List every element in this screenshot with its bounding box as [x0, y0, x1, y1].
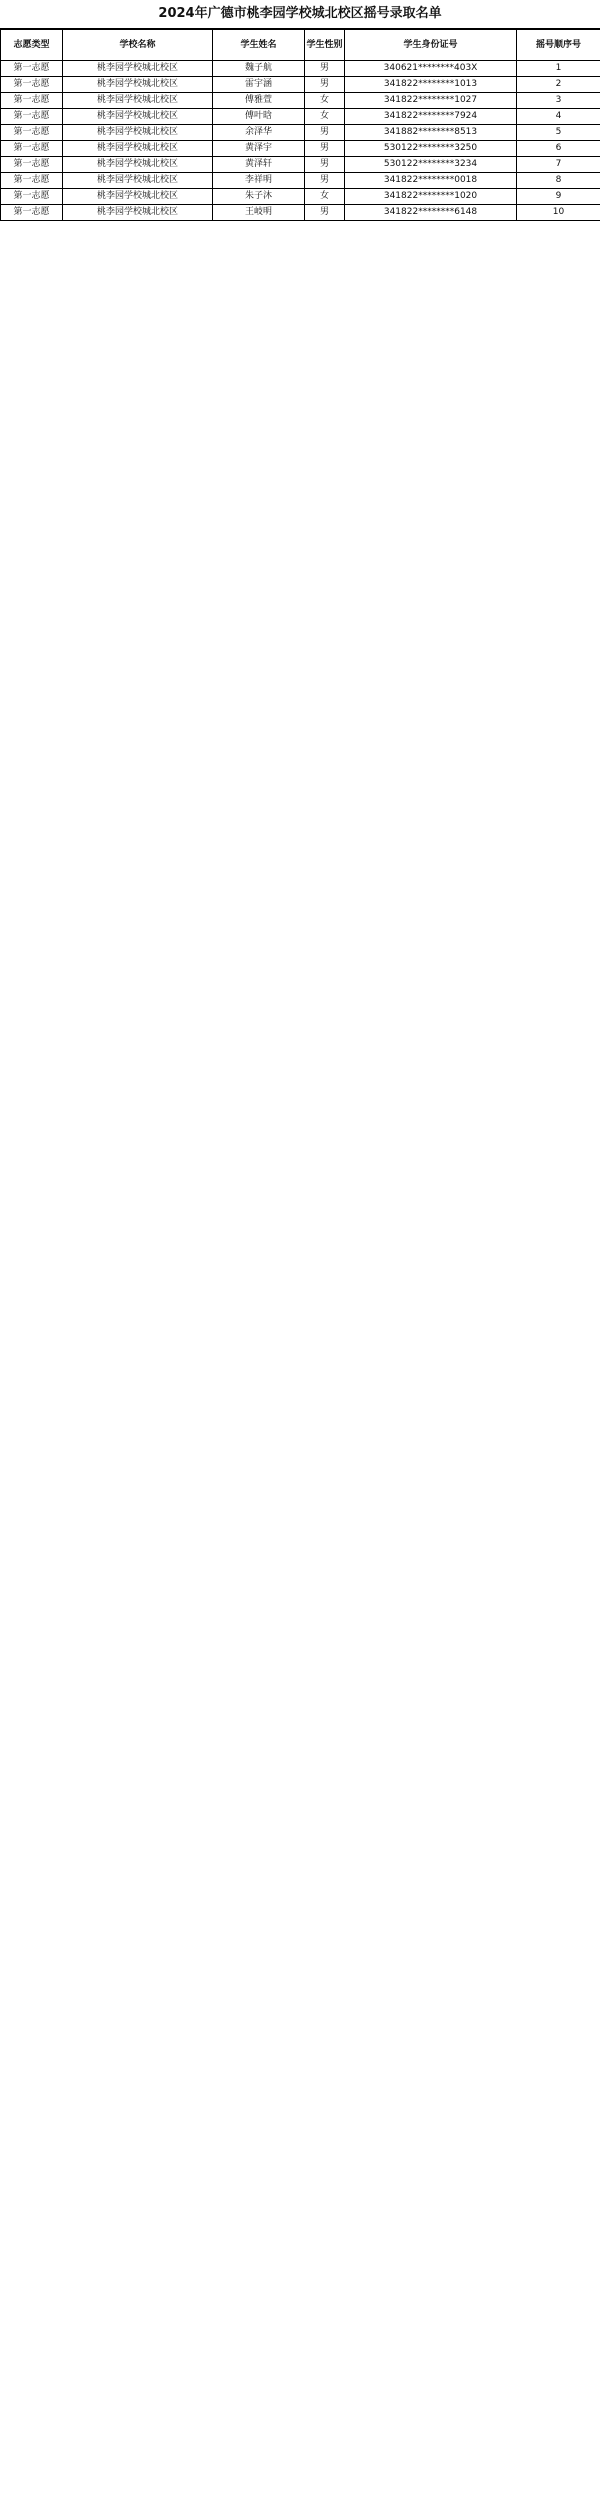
cell-lottery-order: 3 — [517, 93, 600, 109]
table-row — [1, 93, 600, 109]
cell-student-id: 530122********3250 — [345, 141, 517, 157]
cell-volunteer-type: 第一志愿 — [1, 93, 63, 109]
cell-student-name: 魏子航 — [213, 61, 305, 77]
cell-student-gender: 男 — [305, 141, 345, 157]
table-row — [1, 61, 600, 77]
cell-lottery-order: 6 — [517, 141, 600, 157]
cell-student-gender: 女 — [305, 189, 345, 205]
cell-student-name: 雷宇涵 — [213, 77, 305, 93]
cell-volunteer-type: 第一志愿 — [1, 157, 63, 173]
cell-school-name: 桃李园学校城北校区 — [63, 109, 213, 125]
table-body — [1, 61, 600, 221]
cell-lottery-order: 5 — [517, 125, 600, 141]
cell-lottery-order: 7 — [517, 157, 600, 173]
cell-school-name: 桃李园学校城北校区 — [63, 189, 213, 205]
cell-school-name: 桃李园学校城北校区 — [63, 205, 213, 221]
cell-student-gender: 男 — [305, 173, 345, 189]
cell-school-name: 桃李园学校城北校区 — [63, 157, 213, 173]
cell-student-name: 王岐明 — [213, 205, 305, 221]
table-row — [1, 125, 600, 141]
cell-volunteer-type: 第一志愿 — [1, 61, 63, 77]
header-student-gender: 学生性别 — [305, 30, 345, 61]
cell-school-name: 桃李园学校城北校区 — [63, 77, 213, 93]
cell-lottery-order: 9 — [517, 189, 600, 205]
cell-student-id: 341822********1020 — [345, 189, 517, 205]
cell-lottery-order: 1 — [517, 61, 600, 77]
cell-student-id: 530122********3234 — [345, 157, 517, 173]
cell-school-name: 桃李园学校城北校区 — [63, 61, 213, 77]
cell-student-name: 黄泽轩 — [213, 157, 305, 173]
cell-volunteer-type: 第一志愿 — [1, 205, 63, 221]
table-header-row — [1, 30, 600, 61]
cell-student-gender: 男 — [305, 77, 345, 93]
cell-student-id: 341822********7924 — [345, 109, 517, 125]
cell-student-gender: 女 — [305, 109, 345, 125]
cell-student-name: 黄泽宇 — [213, 141, 305, 157]
cell-lottery-order: 8 — [517, 173, 600, 189]
header-student-id: 学生身份证号 — [345, 30, 517, 61]
cell-student-id: 341882********8513 — [345, 125, 517, 141]
table-row — [1, 173, 600, 189]
cell-student-id: 341822********1027 — [345, 93, 517, 109]
table-row — [1, 157, 600, 173]
table-row — [1, 205, 600, 221]
cell-volunteer-type: 第一志愿 — [1, 109, 63, 125]
cell-student-gender: 女 — [305, 93, 345, 109]
cell-student-id: 340621********403X — [345, 61, 517, 77]
cell-lottery-order: 10 — [517, 205, 600, 221]
cell-student-gender: 男 — [305, 157, 345, 173]
header-volunteer-type: 志愿类型 — [1, 30, 63, 61]
admission-table — [0, 29, 600, 221]
header-lottery-order: 摇号顺序号 — [517, 30, 600, 61]
cell-student-name: 李祥明 — [213, 173, 305, 189]
header-student-name: 学生姓名 — [213, 30, 305, 61]
cell-student-name: 傅叶晗 — [213, 109, 305, 125]
cell-student-name: 傅雅萱 — [213, 93, 305, 109]
cell-school-name: 桃李园学校城北校区 — [63, 93, 213, 109]
cell-volunteer-type: 第一志愿 — [1, 173, 63, 189]
cell-school-name: 桃李园学校城北校区 — [63, 125, 213, 141]
cell-student-id: 341822********0018 — [345, 173, 517, 189]
cell-school-name: 桃李园学校城北校区 — [63, 141, 213, 157]
cell-student-id: 341822********1013 — [345, 77, 517, 93]
cell-volunteer-type: 第一志愿 — [1, 125, 63, 141]
cell-lottery-order: 4 — [517, 109, 600, 125]
cell-student-id: 341822********6148 — [345, 205, 517, 221]
cell-student-name: 余泽华 — [213, 125, 305, 141]
cell-volunteer-type: 第一志愿 — [1, 77, 63, 93]
cell-student-gender: 男 — [305, 61, 345, 77]
table-row — [1, 109, 600, 125]
table-row — [1, 189, 600, 205]
table-row — [1, 141, 600, 157]
cell-student-gender: 男 — [305, 125, 345, 141]
cell-school-name: 桃李园学校城北校区 — [63, 173, 213, 189]
cell-student-name: 朱子沐 — [213, 189, 305, 205]
table-row — [1, 77, 600, 93]
cell-lottery-order: 2 — [517, 77, 600, 93]
cell-volunteer-type: 第一志愿 — [1, 189, 63, 205]
cell-volunteer-type: 第一志愿 — [1, 141, 63, 157]
page-title: 2024年广德市桃李园学校城北校区摇号录取名单 — [0, 0, 600, 29]
header-school-name: 学校名称 — [63, 30, 213, 61]
cell-student-gender: 男 — [305, 205, 345, 221]
